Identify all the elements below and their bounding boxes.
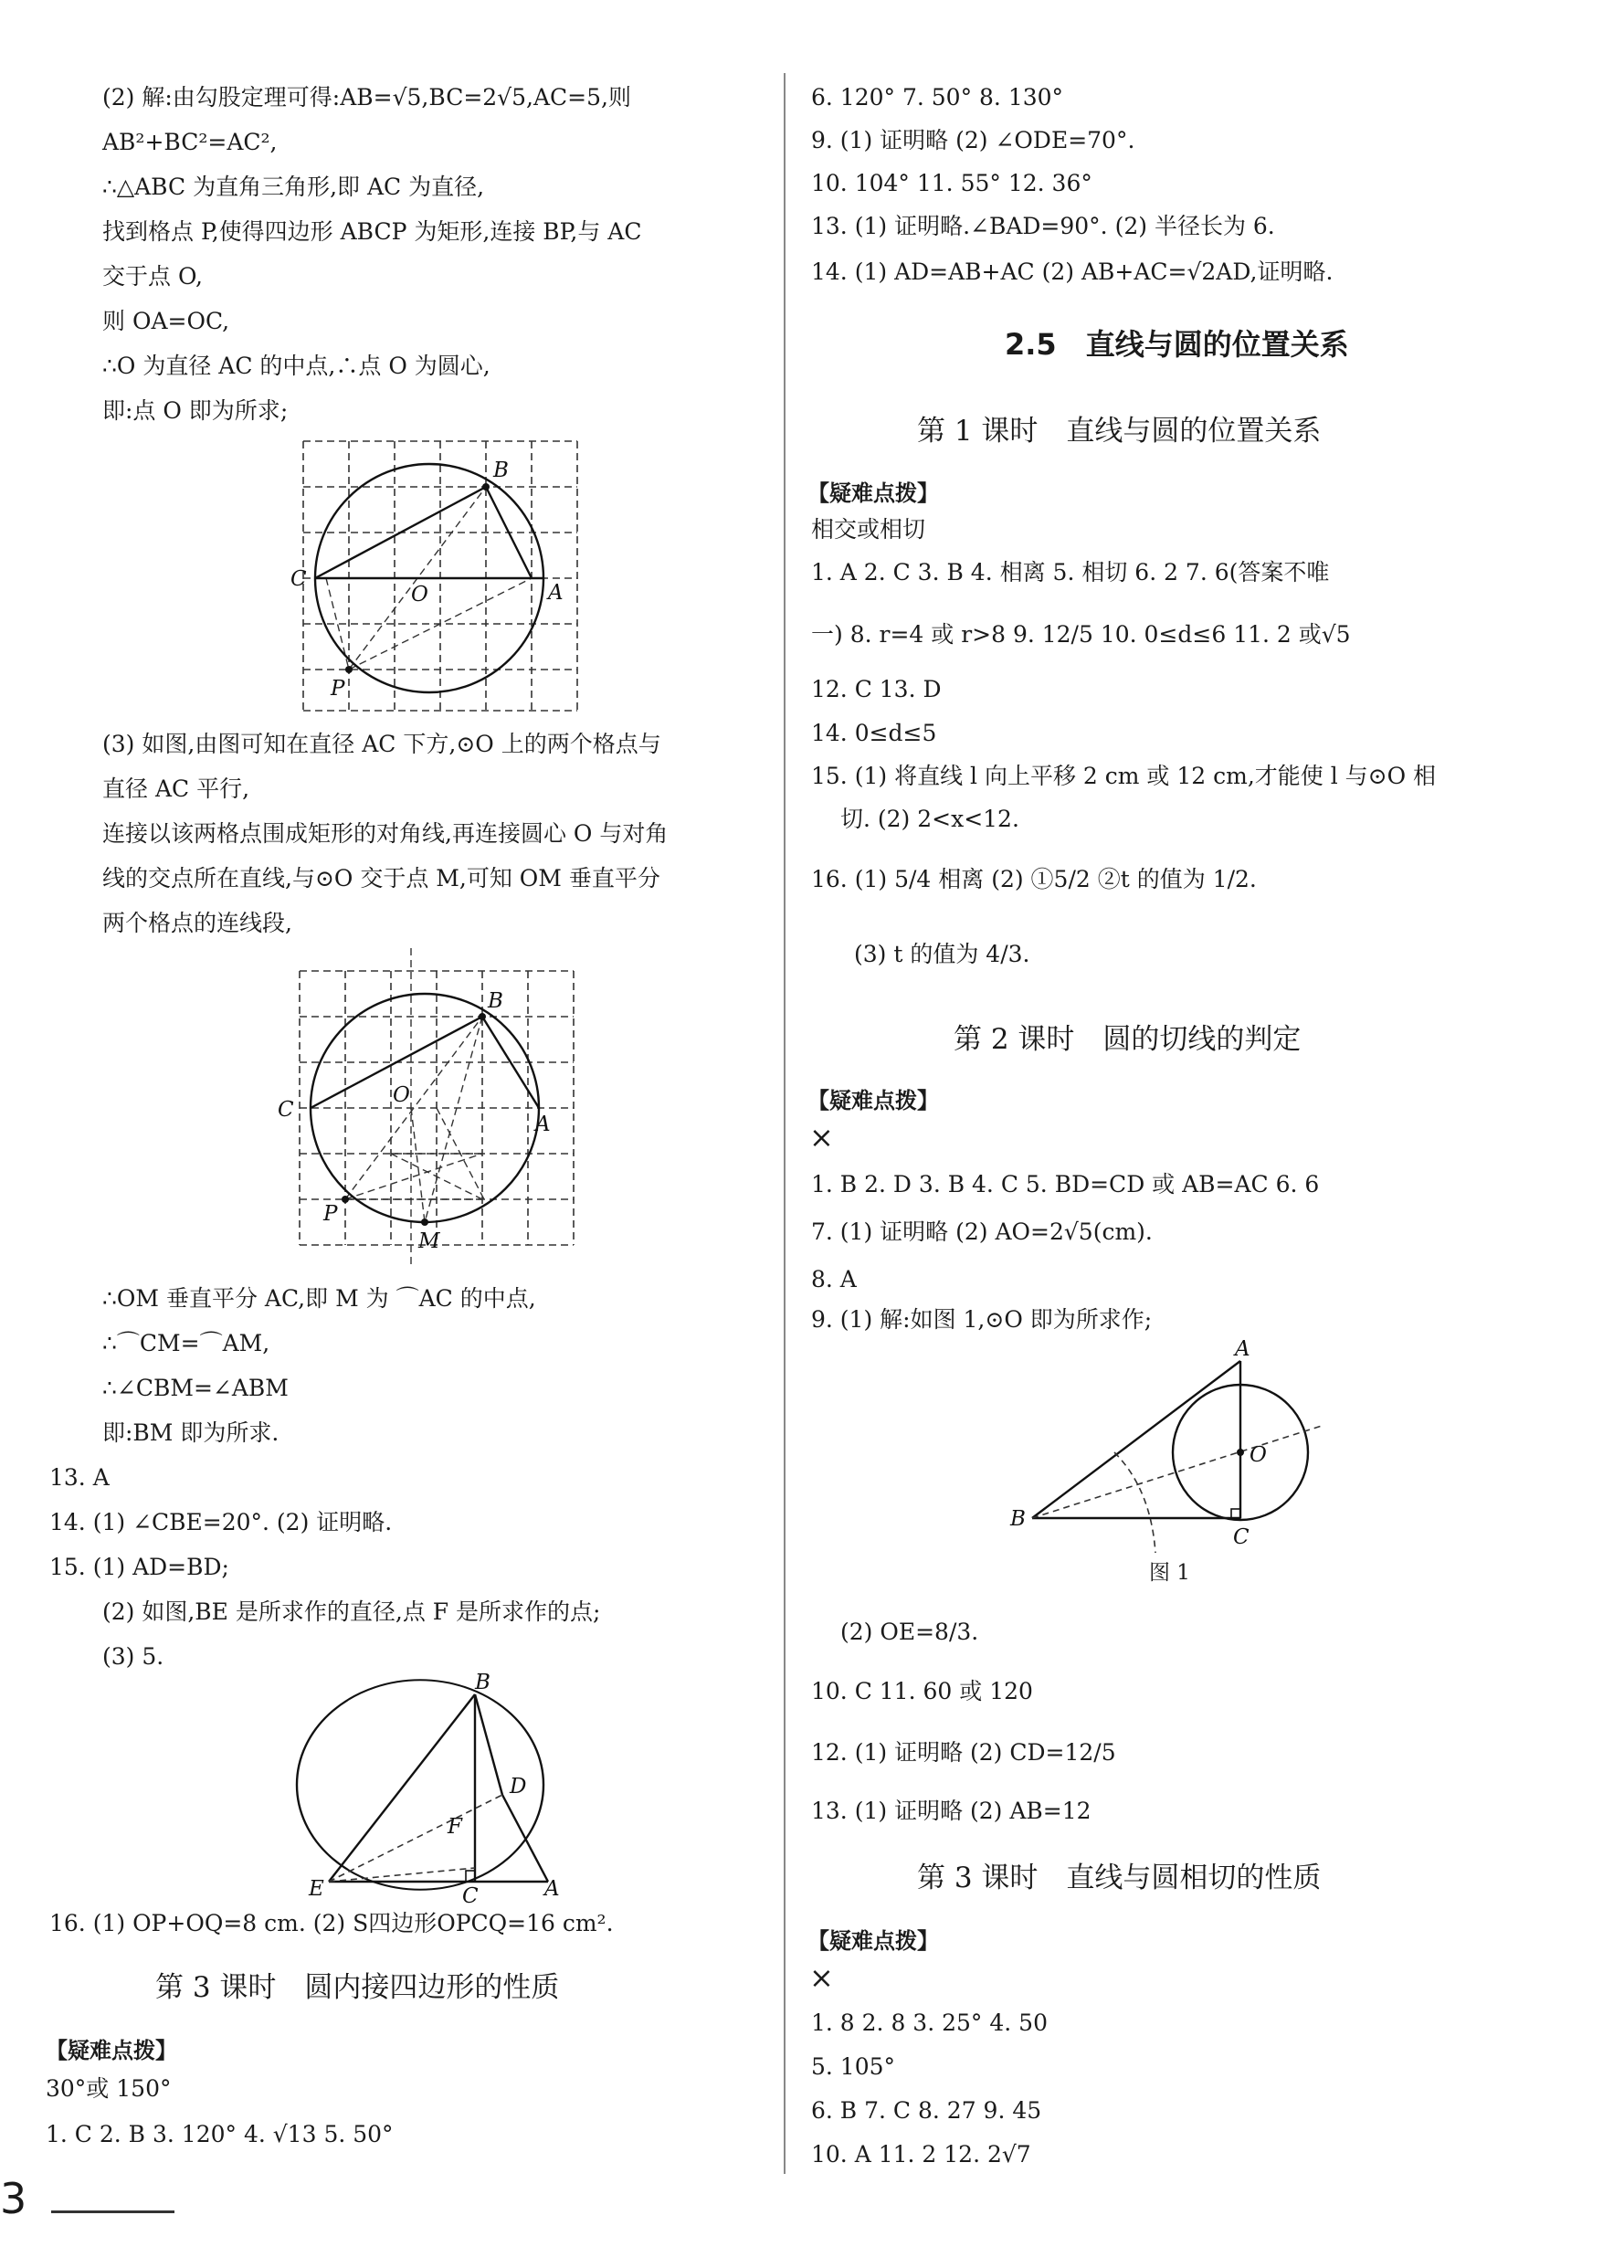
text-line: 16. (1) 5/4 相离 (2) ①5/2 ②t 的值为 1/2. [811, 866, 1257, 892]
grid-circle-figure-1 [274, 437, 603, 720]
section-title: 2.5 直线与圆的位置关系 [1005, 327, 1349, 362]
text-line: 15. (1) 将直线 l 向上平移 2 cm 或 12 cm,才能使 l 与⊙O 相 [811, 763, 1437, 789]
page-number-rule [51, 2210, 174, 2213]
lesson-heading: 第 3 课时 直线与圆相切的性质 [917, 1862, 1322, 1894]
label-A: A [535, 1113, 551, 1136]
text-line: (2) 解:由勾股定理可得:AB=√5,BC=2√5,AC=5,则 [102, 84, 631, 111]
text-line: 1. A 2. C 3. B 4. 相离 5. 相切 6. 2 7. 6(答案不唯 [811, 559, 1330, 585]
column-divider [784, 73, 786, 2174]
tangent-figure-1 [1005, 1337, 1352, 1553]
text-line: 13. (1) 证明略 (2) AB=12 [811, 1798, 1091, 1824]
text-line: (2) 如图,BE 是所求作的直径,点 F 是所求作的点; [102, 1598, 601, 1625]
label-C: C [462, 1884, 479, 1908]
text-line: 5. 105° [811, 2053, 896, 2080]
text-line: 10. 104° 11. 55° 12. 36° [811, 170, 1092, 196]
cross-mark: × [809, 1120, 834, 1155]
label-A: A [544, 1877, 560, 1901]
text-line: 交于点 O, [102, 263, 203, 290]
text-line: 13. (1) 证明略.∠BAD=90°. (2) 半径长为 6. [811, 213, 1275, 239]
text-line: 1. C 2. B 3. 120° 4. √13 5. 50° [46, 2121, 394, 2147]
figure-caption: 图 1 [1149, 1561, 1190, 1585]
label-C: C [290, 567, 307, 591]
label-A: A [1235, 1337, 1250, 1361]
label-M: M [418, 1229, 440, 1253]
text-line: 连接以该两格点围成矩形的对角线,再连接圆心 O 与对角 [102, 820, 669, 847]
label-B: B [475, 1671, 490, 1694]
text-line: (3) 如图,由图可知在直径 AC 下方,⊙O 上的两个格点与 [102, 731, 661, 757]
lesson-heading: 第 2 课时 圆的切线的判定 [954, 1023, 1302, 1056]
text-line: (2) OE=8/3. [840, 1619, 979, 1645]
tag-label: 【疑难点拨】 [807, 1088, 939, 1113]
label-B: B [1010, 1507, 1026, 1531]
text-line: 9. (1) 证明略 (2) ∠ODE=70°. [811, 127, 1135, 153]
text-line: 相交或相切 [811, 516, 926, 543]
text-line: ∴⌒CM=⌒AM, [102, 1330, 270, 1356]
label-C: C [1233, 1525, 1250, 1549]
text-line: 16. (1) OP+OQ=8 cm. (2) S四边形OPCQ=16 cm². [49, 1910, 614, 1936]
label-O: O [1250, 1443, 1267, 1467]
lesson-heading: 第 1 课时 直线与圆的位置关系 [917, 415, 1322, 448]
label-E: E [309, 1877, 324, 1901]
label-B: B [488, 989, 503, 1013]
tag-label: 【疑难点拨】 [807, 1928, 939, 1954]
label-B: B [493, 459, 509, 482]
text-line: ∴△ABC 为直角三角形,即 AC 为直径, [102, 174, 485, 200]
text-line: ∴OM 垂直平分 AC,即 M 为 ⌒AC 的中点, [102, 1285, 536, 1312]
tag-label: 【疑难点拨】 [807, 480, 939, 506]
text-line: 12. C 13. D [811, 676, 942, 702]
text-line: 1. 8 2. 8 3. 25° 4. 50 [811, 2010, 1048, 2036]
text-line: 一) 8. r=4 或 r>8 9. 12/5 10. 0≤d≤6 11. 2 或√5 [811, 621, 1351, 648]
text-line: 6. 120° 7. 50° 8. 130° [811, 84, 1064, 111]
text-line: 10. A 11. 2 12. 2√7 [811, 2141, 1031, 2168]
text-line: 直径 AC 平行, [102, 775, 250, 802]
text-line: 则 OA=OC, [102, 308, 230, 334]
text-line: 14. (1) ∠CBE=20°. (2) 证明略. [49, 1509, 393, 1535]
text-line: 7. (1) 证明略 (2) AO=2√5(cm). [811, 1218, 1153, 1245]
label-D: D [510, 1775, 527, 1799]
tag-label: 【疑难点拨】 [46, 2038, 177, 2063]
text-line: 9. (1) 解:如图 1,⊙O 即为所求作; [811, 1306, 1153, 1333]
text-line: 12. (1) 证明略 (2) CD=12/5 [811, 1739, 1116, 1766]
label-P: P [331, 677, 345, 701]
page-number: 3 [0, 2174, 27, 2223]
label-P: P [323, 1202, 338, 1226]
text-line: 切. (2) 2<x<12. [840, 806, 1019, 832]
label-O: O [411, 583, 428, 607]
text-line: 30°或 150° [46, 2075, 172, 2102]
text-line: 即:点 O 即为所求; [102, 397, 289, 424]
text-line: 14. 0≤d≤5 [811, 720, 937, 746]
label-A: A [548, 581, 564, 605]
label-O: O [393, 1083, 410, 1107]
cross-mark: × [809, 1960, 834, 1995]
text-line: ∴O 为直径 AC 的中点,∴点 O 为圆心, [102, 353, 490, 379]
text-line: 两个格点的连线段, [102, 910, 292, 936]
text-line: 15. (1) AD=BD; [49, 1554, 229, 1580]
text-line: ∴∠CBM=∠ABM [102, 1375, 289, 1401]
text-line: 8. A [811, 1266, 857, 1292]
circle-figure-3 [274, 1671, 575, 1908]
text-line: 线的交点所在直线,与⊙O 交于点 M,可知 OM 垂直平分 [102, 865, 660, 891]
text-line: 13. A [49, 1464, 110, 1491]
label-C: C [278, 1098, 294, 1122]
text-line: (3) t 的值为 4/3. [854, 941, 1030, 967]
text-line: (3) 5. [102, 1643, 164, 1670]
label-F: F [448, 1815, 462, 1839]
grid-circle-figure-2 [274, 948, 603, 1277]
text-line: 10. C 11. 60 或 120 [811, 1678, 1033, 1704]
lesson-heading: 第 3 课时 圆内接四边形的性质 [155, 1971, 560, 2004]
text-line: 6. B 7. C 8. 27 9. 45 [811, 2097, 1042, 2124]
text-line: 1. B 2. D 3. B 4. C 5. BD=CD 或 AB=AC 6. 6 [811, 1171, 1320, 1197]
text-line: 即:BM 即为所求. [102, 1419, 279, 1446]
text-line: 14. (1) AD=AB+AC (2) AB+AC=√2AD,证明略. [811, 258, 1334, 285]
text-line: 找到格点 P,使得四边形 ABCP 为矩形,连接 BP,与 AC [102, 218, 642, 245]
text-line: AB²+BC²=AC², [102, 129, 278, 155]
